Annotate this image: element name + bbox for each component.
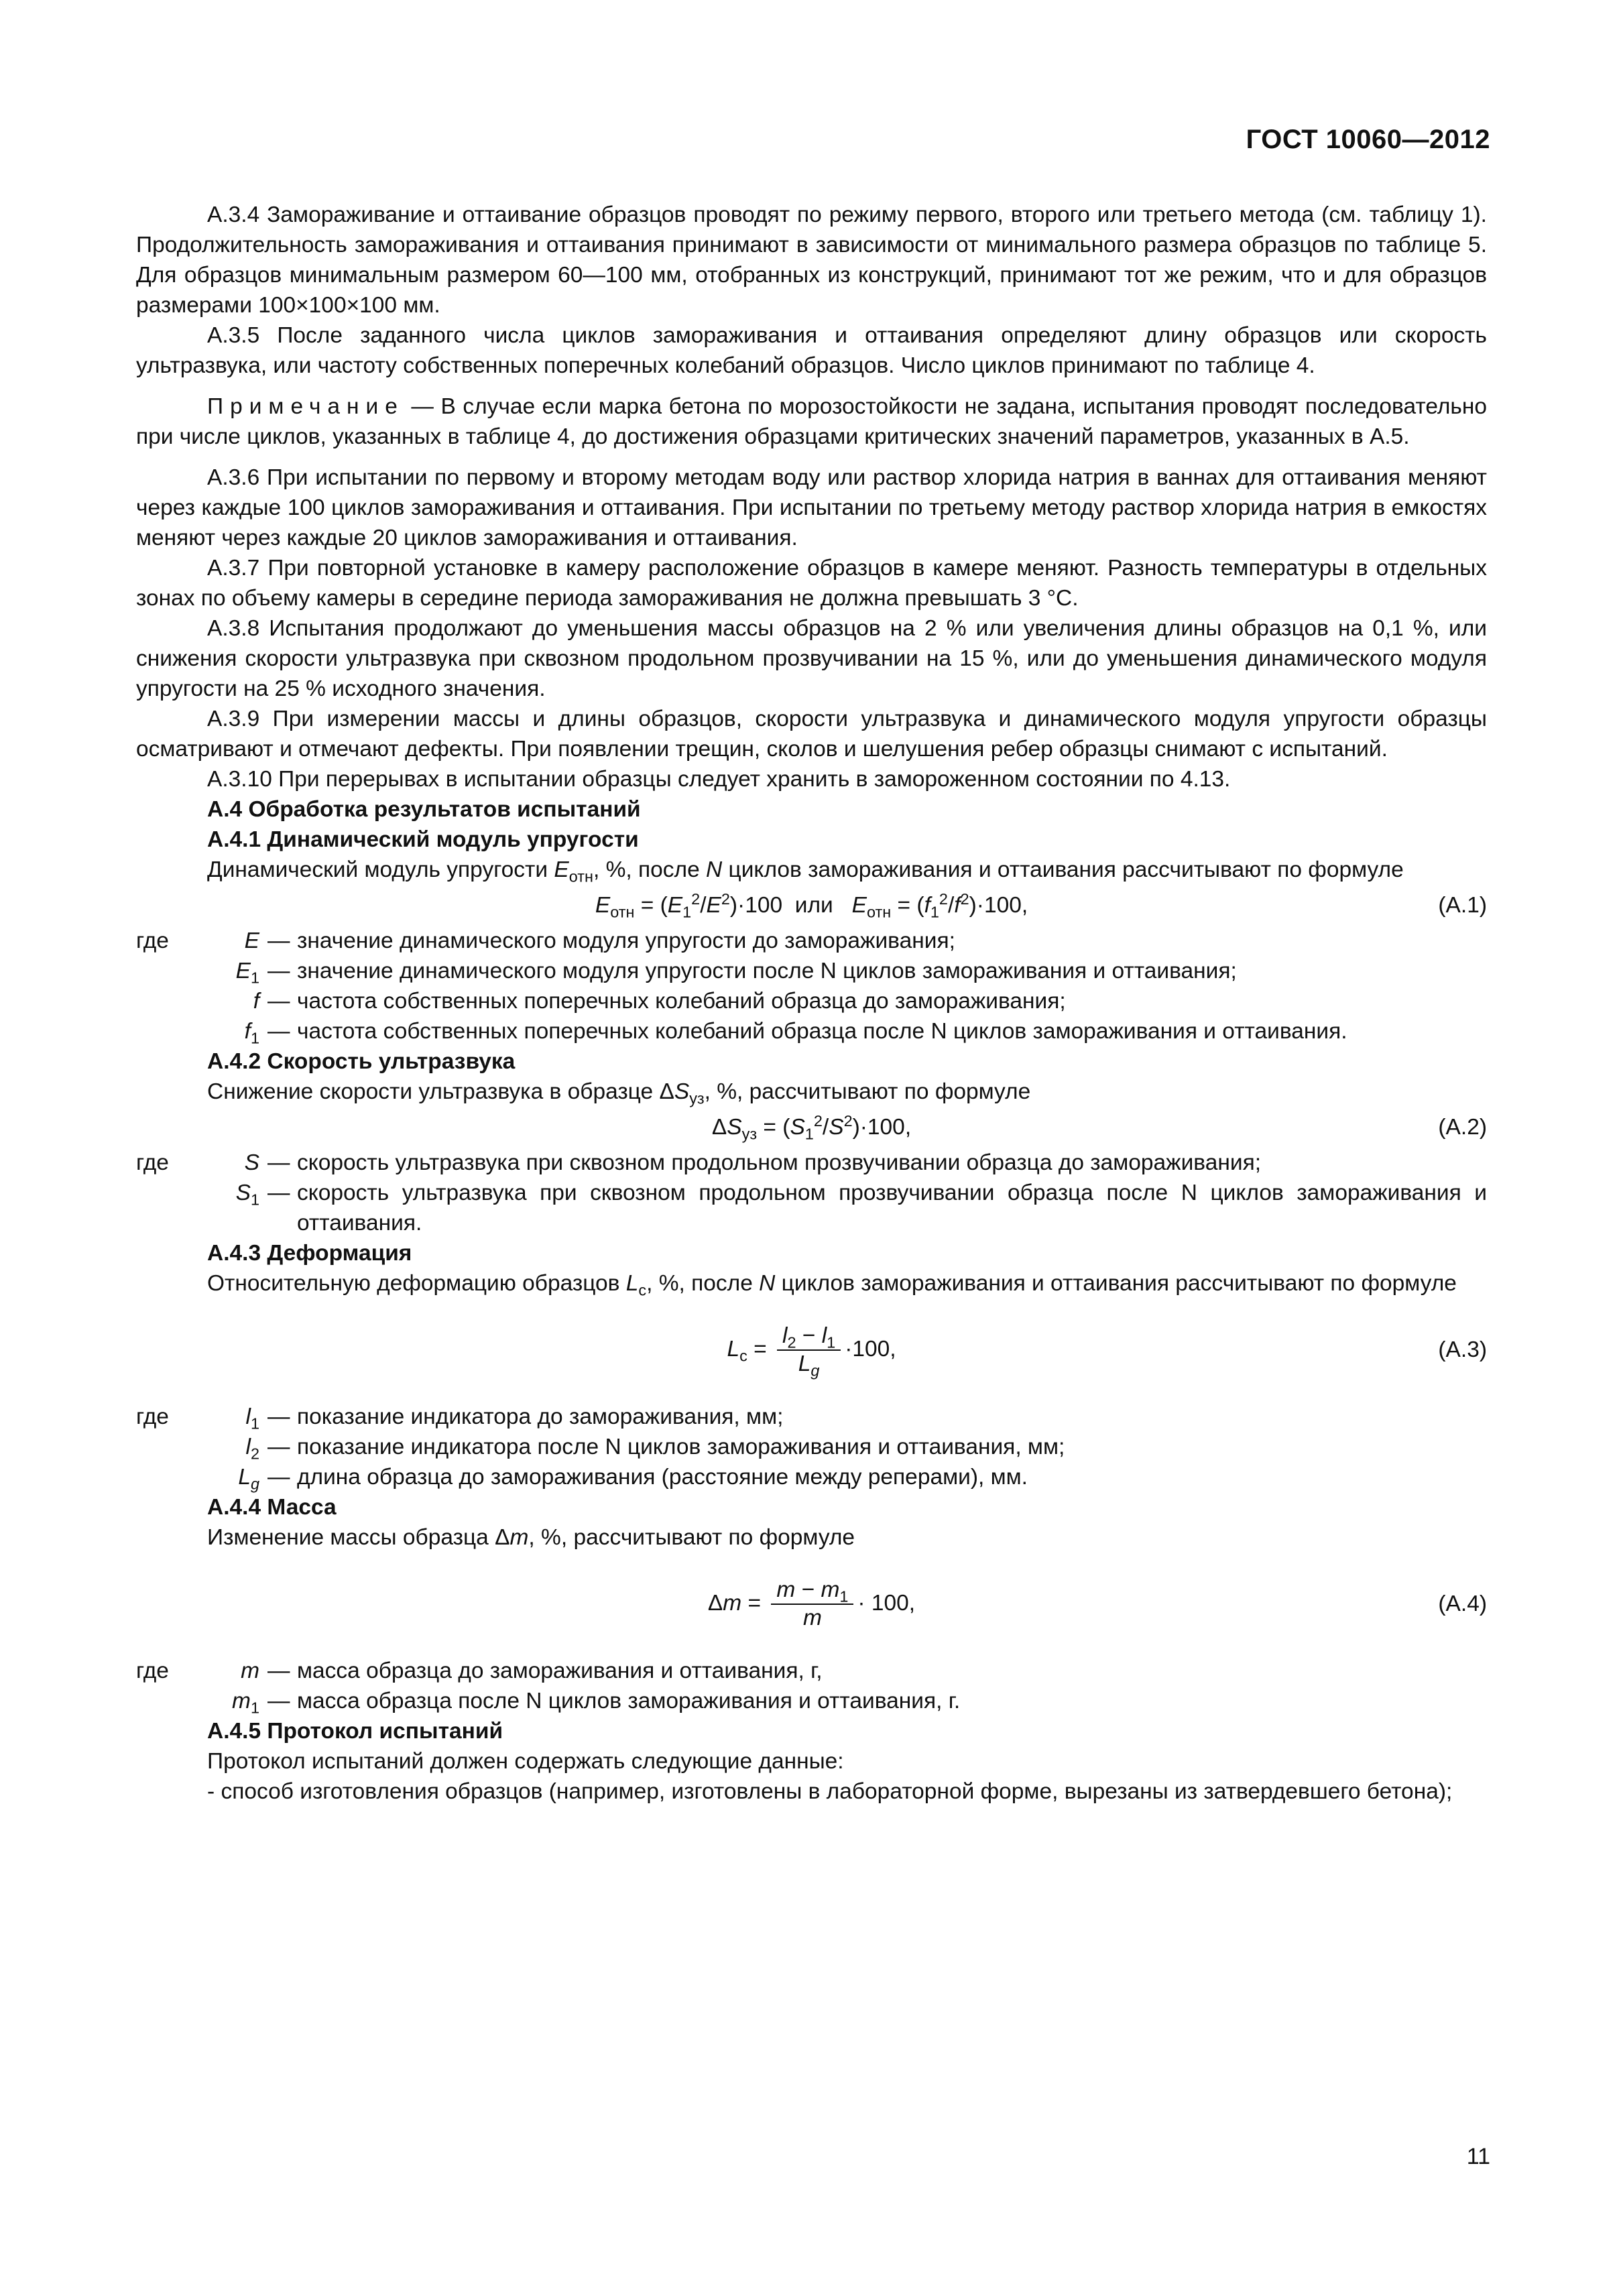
document-header: ГОСТ 10060—2012 (1246, 125, 1490, 154)
page-number: 11 (1466, 2144, 1490, 2169)
document-body (136, 200, 1487, 1807)
equation-a2 (136, 1112, 1487, 1142)
heading-a41: А.4.1 Динамический модуль упругости (207, 827, 639, 852)
equation-a1-body: $E_{отн} = (E_1^2/E^2)\cdot 100$ или $E_{отн} = (f_1^2/f^2)\cdot 100$, (595, 890, 1028, 921)
a41-definitions (136, 926, 1487, 1046)
equation-a3 (136, 1315, 1487, 1388)
a42-definitions (136, 1148, 1487, 1238)
equation-a3-body: $L_с$ = $\frac{l_2 - l_1}{L_g}$ ·100, (727, 1323, 896, 1380)
definition-item: $E_1$ — значение динамического модуля упругости после N циклов замораживания и оттаивания; (235, 959, 1237, 987)
definition-item: где m — масса образца до замораживания и оттаивания, г, (136, 1658, 823, 1683)
equation-a4-body: Δm = $\frac{m - m_1}{m}$ · 100, (707, 1577, 916, 1630)
equation-a2-number: (А.2) (1438, 1115, 1487, 1140)
equation-a4 (136, 1569, 1487, 1642)
paragraph-a36: А.3.6 При испытании по первому и второму методам воду или раствор хлорида натрия в ваннах для оттаивания меняют через каждые 100 циклов замораживания и оттаивания. При испытании по третьему методу раствор хлорида натрия в емкостях меняют через каждые 20 циклов замораживания и оттаивания. (136, 465, 1487, 550)
a44-intro: Изменение массы образца Δm, %, рассчитывают по формуле (207, 1525, 855, 1550)
definition-item: $m_1$ — масса образца после N циклов замораживания и оттаивания, г. (232, 1689, 961, 1717)
definition-item: где $l_1$ — показание индикатора до замораживания, мм; (136, 1404, 784, 1433)
equation-a3-number: (А.3) (1438, 1337, 1487, 1362)
a43-intro: Относительную деформацию образцов $L_с$, %, после N циклов замораживания и оттаивания рассчитывают по формуле (207, 1271, 1457, 1299)
a44-definitions (136, 1656, 1487, 1716)
definition-item: где S — скорость ультразвука при сквозном продольном прозвучивании образца до замораживания; (136, 1150, 1262, 1175)
paragraph-a35: А.3.5 После заданного числа циклов замораживания и оттаивания определяют длину образцов или скорость ультразвука, или частоту собственных поперечных колебаний образцов. Число циклов принимают по таблице 4. (136, 323, 1487, 378)
a41-intro: Динамический модуль упругости $E_{отн}$, %, после N циклов замораживания и оттаивания рассчитывают по формуле (207, 857, 1404, 886)
definition-item: $L_g$ — длина образца до замораживания (расстояние между реперами), мм. (238, 1465, 1028, 1493)
definition-item: f — частота собственных поперечных колебаний образца до замораживания; (253, 989, 1066, 1014)
definition-item: $l_2$ — показание индикатора после N циклов замораживания и оттаивания, мм; (245, 1435, 1065, 1463)
heading-a4: А.4 Обработка результатов испытаний (207, 797, 641, 822)
heading-a42: А.4.2 Скорость ультразвука (207, 1049, 516, 1074)
paragraph-a37: А.3.7 При повторной установке в камеру расположение образцов в камере меняют. Разность температуры в отдельных зонах по объему камеры в середине периода замораживания не должна превышать 3 °С. (136, 556, 1487, 611)
definition-item: $f_1$ — частота собственных поперечных колебаний образца после N циклов замораживания и оттаивания. (244, 1019, 1347, 1047)
note-text: — В случае если марка бетона по морозостойкости не задана, испытания проводят последовательно при числе циклов, указанных в таблице 4, до достижения образцами критических значений параметров, указанных в А.5. (136, 394, 1487, 449)
note-paragraph (136, 391, 1487, 452)
heading-a44: А.4.4 Масса (207, 1495, 337, 1520)
paragraph-a38: А.3.8 Испытания продолжают до уменьшения массы образцов на 2 % или увеличения длины образцов на 0,1 %, или снижения скорости ультразвука при сквозном продольном прозвучивании на 15 %, или до уменьшения динамического модуля упругости на 25 % исходного значения. (136, 616, 1487, 701)
heading-a43: А.4.3 Деформация (207, 1241, 412, 1266)
definition-item: $S_1$ — скорость ультразвука при сквозном продольном прозвучивании образца после N циклов замораживания и оттаивания. (235, 1181, 1487, 1235)
definition-item: где E — значение динамического модуля упругости до замораживания; (136, 928, 955, 953)
a43-definitions (136, 1402, 1487, 1492)
note-label: Примечание (207, 394, 404, 419)
a45-intro: Протокол испытаний должен содержать следующие данные: (207, 1749, 844, 1774)
paragraph-a34: А.3.4 Замораживание и оттаивание образцов проводят по режиму первого, второго или третьего метода (см. таблицу 1). Продолжительность замораживания и оттаивания принимают в зависимости от минимального размера образцов по таблице 5. Для образцов минимальным размером 60—100 мм, отобранных из конструкций, принимают тот же режим, что и для образцов размерами 100×100×100 мм. (136, 202, 1487, 318)
equation-a4-number: (А.4) (1438, 1591, 1487, 1616)
paragraph-a39: А.3.9 При измерении массы и длины образцов, скорости ультразвука и динамического модуля упругости образцы осматривают и отмечают дефекты. При появлении трещин, сколов и шелушения ребер образцы снимают с испытаний. (136, 707, 1487, 762)
heading-a45: А.4.5 Протокол испытаний (207, 1719, 503, 1744)
paragraph-a310: А.3.10 При перерывах в испытании образцы следует хранить в замороженном состоянии по 4.13. (207, 767, 1231, 792)
a45-list-item: - способ изготовления образцов (например, изготовлены в лабораторной форме, вырезаны из затвердевшего бетона); (207, 1779, 1453, 1804)
equation-a2-body: $\Delta S_{уз} = (S_1^2/S^2)\cdot 100$, (711, 1111, 912, 1143)
equation-a1 (136, 890, 1487, 920)
equation-a1-number: (А.1) (1438, 893, 1487, 918)
a42-intro: Снижение скорости ультразвука в образце $\Delta S_{уз}$, %, рассчитывают по формуле (207, 1079, 1031, 1107)
